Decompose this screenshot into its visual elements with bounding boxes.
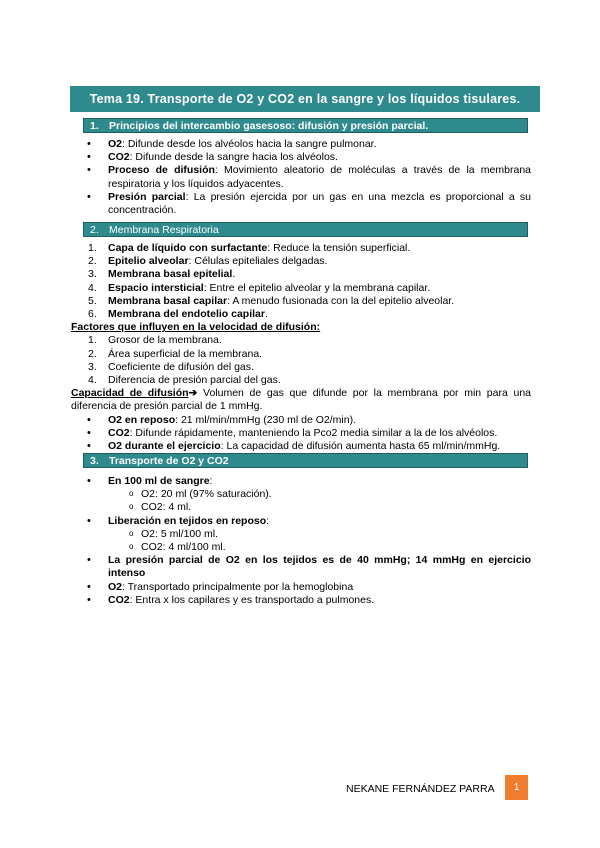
list-item: 6. Membrana del endotelio capilar. [88,308,268,321]
list-item: 1. Grosor de la membrana. [88,334,222,347]
sub-list-item: o O2: 20 ml (97% saturación). [71,488,531,501]
sub-list-item: o CO2: 4 ml/100 ml. [71,541,531,554]
footer-author: NEKANE FERNÁNDEZ PARRA [346,783,495,795]
list-item: 3. Coeficiente de difusión del gas. [88,360,254,373]
page-number: 1 [505,775,528,800]
list-item: • O2: Difunde desde los alvéolos hacia la sangre pulmonar. [71,138,531,151]
list-item: 4. Diferencia de presión parcial del gas. [88,374,281,387]
capacity-paragraph: Capacidad de difusión➔ Volumen de gas que difunde por la membrana por min para una diferencia de presión parcial de 1 mmHg. [71,387,532,413]
section-1-content [71,138,531,217]
list-item: 3. Membrana basal epitelial. [88,268,236,281]
list-item: • O2 en reposo: 21 ml/min/mmHg (230 ml de O2/min). [71,414,531,427]
page-title: Tema 19. Transporte de O2 y CO2 en la sangre y los líquidos tisulares. [70,86,540,112]
sub-list [71,528,531,554]
list-item: • CO2: Entra x los capilares y es transportado a pulmones. [71,594,531,607]
list-item: 2. Epitelio alveolar: Células epiteliales delgadas. [88,255,328,268]
section-title: Principios del intercambio gasesoso: difusión y presión parcial. [109,120,429,132]
list-item: • En 100 ml de sangre: o O2: 20 ml (97% saturación). o CO2: 4 ml. [71,475,531,515]
sub-list-item: o O2: 5 ml/100 ml. [71,528,531,541]
sub-list [71,488,531,514]
membrane-layers-list [71,242,531,321]
section-heading-1 [83,118,528,133]
capacity-list [71,414,531,454]
list-item: • O2: Transportado principalmente por la hemoglobina [71,581,531,594]
list-item: 2. Área superficial de la membrana. [88,347,263,360]
list-item: • CO2: Difunde desde la sangre hacia los alvéolos. [71,151,531,164]
list-item: • Proceso de difusión: Movimiento aleatorio de moléculas a través de la membrana respiratoria y los líquidos adyacentes. [71,164,531,190]
list-item: 1. Capa de líquido con surfactante: Reduce la tensión superficial. [88,242,411,254]
list-item: • O2 durante el ejercicio: La capacidad de difusión aumenta hasta 65 ml/min/mmHg. [71,440,531,453]
section-title: Membrana Respiratoria [109,224,219,236]
section-number: 2. [90,224,99,236]
list-item: 4. Espacio intersticial: Entre el epitelio alveolar y la membrana capilar. [88,281,431,294]
list-item: • La presión parcial de O2 en los tejidos es de 40 mmHg; 14 mmHg en ejercicio intenso [71,554,531,580]
list-item: • Liberación en tejidos en reposo: o O2: 5 ml/100 ml. o CO2: 4 ml/100 ml. [71,515,531,555]
arrow-icon: ➔ [188,387,198,400]
list-item: • Presión parcial: La presión ejercida por un gas en una mezcla es proporcional a su concentración. [71,191,531,217]
list-item: • CO2: Difunde rápidamente, manteniendo la Pco2 media similar a la de los alvéolos. [71,427,531,440]
section-heading-2 [83,222,528,237]
section-3-content [71,475,531,607]
section-number: 1. [90,120,99,132]
list-item: 5. Membrana basal capilar: A menudo fusionada con la del epitelio alveolar. [88,294,455,307]
section-heading-3 [83,453,528,468]
sub-list-item: o CO2: 4 ml. [71,501,531,514]
factors-list [71,334,531,387]
section-number: 3. [90,455,99,467]
bullet-list [71,138,531,217]
section-2-content [71,242,531,453]
factors-heading: Factores que influyen en la velocidad de difusión: [71,321,321,334]
transport-list [71,475,531,607]
section-title: Transporte de O2 y CO2 [109,455,229,467]
